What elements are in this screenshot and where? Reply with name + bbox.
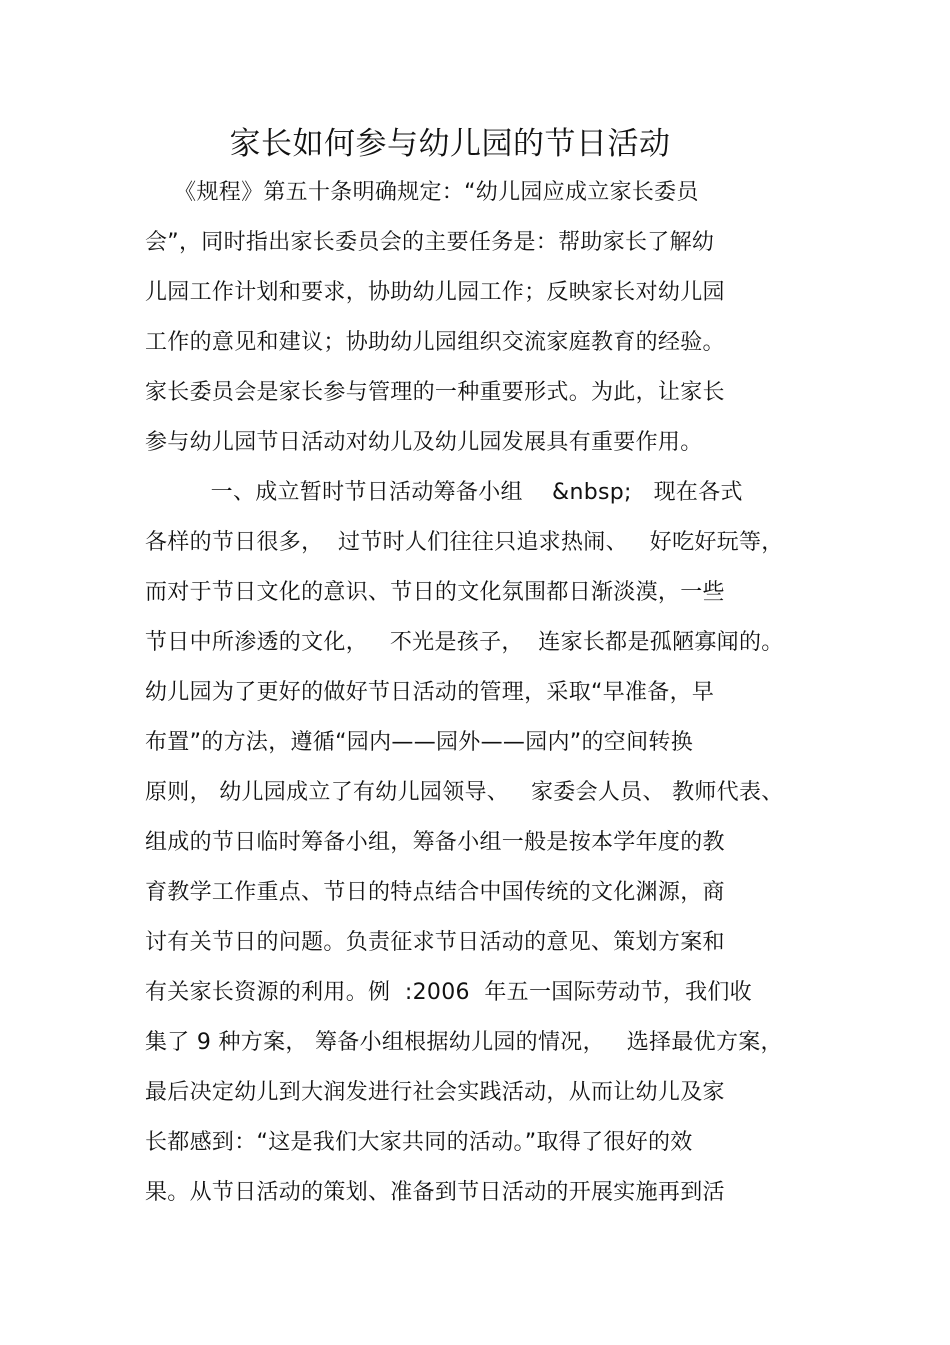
paragraph-line: 儿园工作计划和要求，协助幼儿园工作；反映家长对幼儿园 [145,280,725,305]
paragraph-line: 《规程》第五十条明确规定：“幼儿园应成立家长委员 [145,180,699,205]
section-heading-line: 一、成立暂时节日活动筹备小组 &nbsp; 现在各式 [145,480,743,505]
paragraph-line: 讨有关节日的问题。负责征求节日活动的意见、策划方案和 [145,930,725,955]
paragraph-line: 工作的意见和建议；协助幼儿园组织交流家庭教育的经验。 [145,330,725,355]
paragraph-line: 果。从节日活动的策划、准备到节日活动的开展实施再到活 [145,1180,725,1205]
paragraph-line: 各样的节日很多， 过节时人们往往只追求热闹、 好吃好玩等， [145,530,784,555]
paragraph-line: 原则， 幼儿园成立了有幼儿园领导、 家委会人员、 教师代表、 [145,780,784,805]
paragraph-line: 长都感到：“这是我们大家共同的活动。”取得了很好的效 [145,1130,693,1155]
paragraph-line: 而对于节日文化的意识、节日的文化氛围都日渐淡漠，一些 [145,580,725,605]
paragraph-line: 节日中所渗透的文化， 不光是孩子， 连家长都是孤陋寡闻的。 [145,630,784,655]
paragraph-line: 布置”的方法，遵循“园内——园外——园内”的空间转换 [145,730,693,755]
paragraph-line: 有关家长资源的利用。例 :2006 年五一国际劳动节，我们收 [145,980,752,1005]
paragraph-line: 会”，同时指出家长委员会的主要任务是：帮助家长了解幼 [145,230,715,255]
paragraph-line: 组成的节日临时筹备小组，筹备小组一般是按本学年度的教 [145,830,725,855]
paragraph-line: 集了 9 种方案， 筹备小组根据幼儿园的情况， 选择最优方案， [145,1030,783,1055]
paragraph-line: 参与幼儿园节日活动对幼儿及幼儿园发展具有重要作用。 [145,430,703,455]
paragraph-line: 育教学工作重点、节日的特点结合中国传统的文化渊源，商 [145,880,725,905]
paragraph-line: 幼儿园为了更好的做好节日活动的管理，采取“早准备，早 [145,680,715,705]
document-title: 家长如何参与幼儿园的节日活动 [229,126,671,162]
paragraph-line: 家长委员会是家长参与管理的一种重要形式。为此，让家长 [145,380,725,405]
paragraph-line: 最后决定幼儿到大润发进行社会实践活动，从而让幼儿及家 [145,1080,725,1105]
